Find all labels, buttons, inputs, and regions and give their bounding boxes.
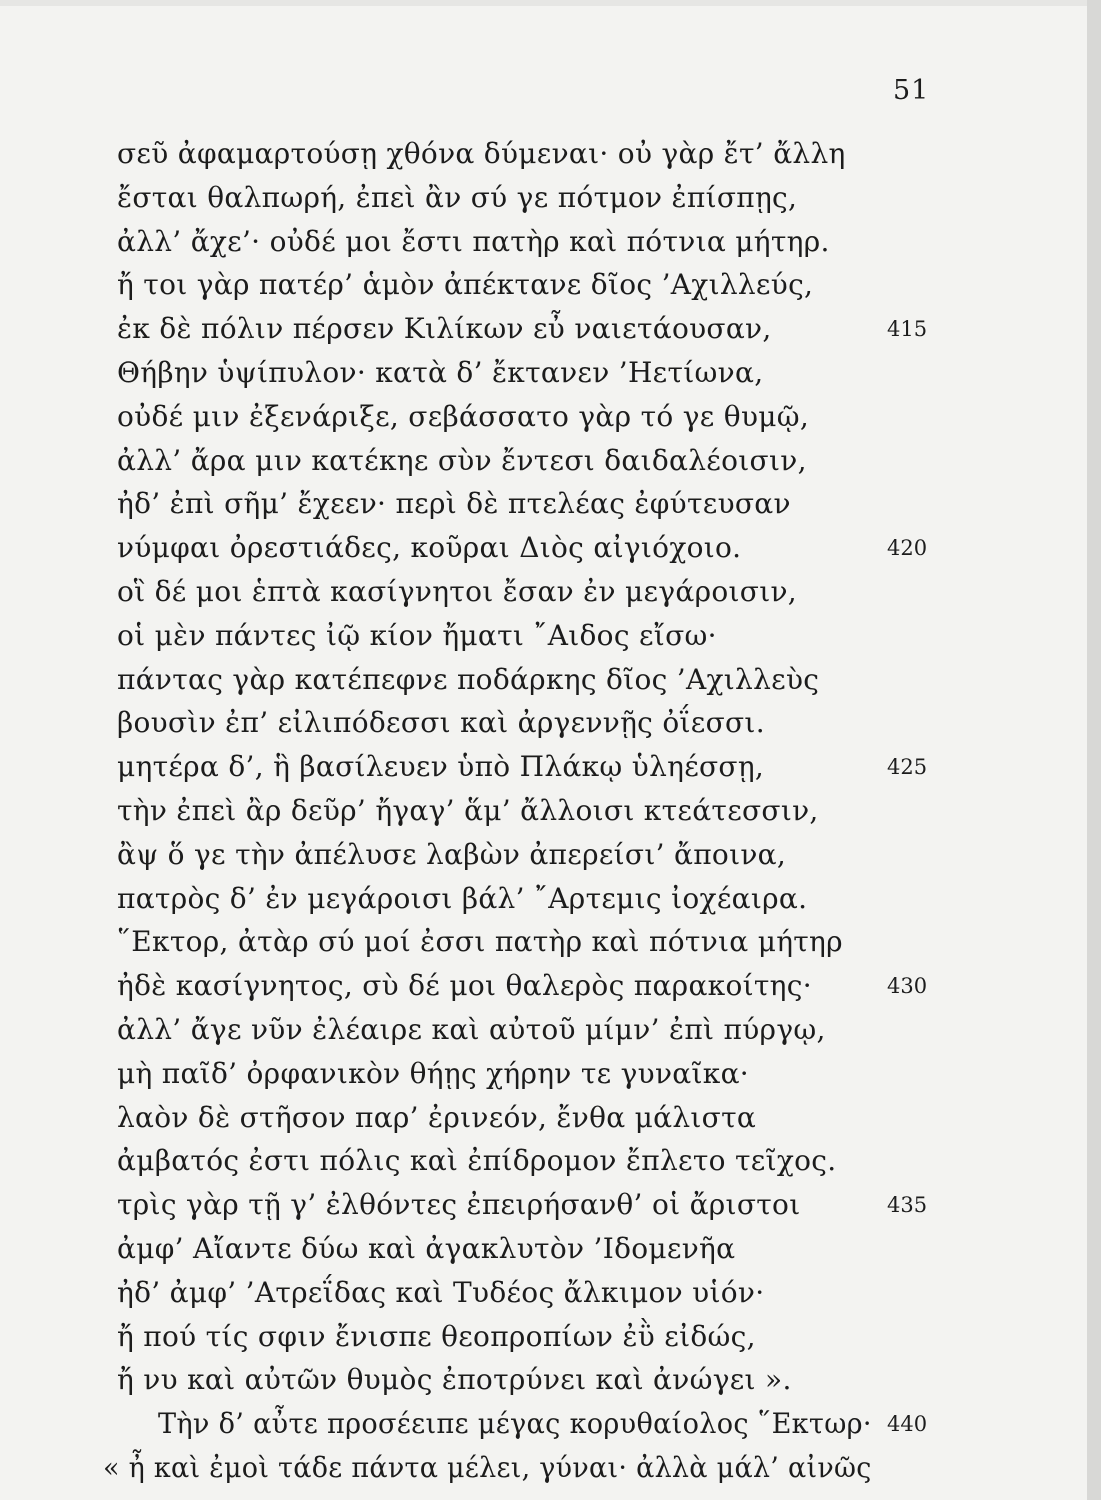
verse-line <box>0 395 1101 439</box>
verse-text: ἔσται θαλπωρή, ἐπεὶ ἂν σύ γε πότμον ἐπίσπῃς, <box>117 180 798 214</box>
verse-line <box>0 482 1101 526</box>
verse-text: ἀλλ’ ἄρα μιν κατέκηε σὺν ἔντεσι δαιδαλέοισιν, <box>117 443 807 477</box>
verse-line <box>0 614 1101 658</box>
verse-line <box>0 1052 1101 1096</box>
verse-line <box>0 1008 1101 1052</box>
verse-text: ἤ πού τίς σφιν ἔνισπε θεοπροπίων ἐῢ εἰδώς, <box>117 1319 756 1353</box>
verse-line <box>0 1271 1101 1315</box>
verse-text: Τὴν δ’ αὖτε προσέειπε μέγας κορυθαίολος ῞Εκτωρ· <box>158 1407 872 1441</box>
verse-text: μητέρα δ’, ἣ βασίλευεν ὑπὸ Πλάκῳ ὑληέσσῃ, <box>117 750 765 784</box>
verse-text: τρὶς γὰρ τῇ γ’ ἐλθόντες ἐπειρήσανθ’ οἱ ἄριστοι <box>117 1188 801 1222</box>
verse-text: οὐδέ μιν ἐξενάριξε, σεβάσσατο γὰρ τό γε θυμῷ, <box>117 399 810 433</box>
verse-text: ἀμβατός ἐστι πόλις καὶ ἐπίδρομον ἔπλετο τεῖχος. <box>117 1144 837 1178</box>
verse-text: ἠδὲ κασίγνητος, σὺ δέ μοι θαλερὸς παρακοίτης· <box>117 969 812 1003</box>
verse-line <box>0 220 1101 264</box>
scan-top-edge <box>0 0 1101 6</box>
verse-text: ἤ νυ καὶ αὐτῶν θυμὸς ἐποτρύνει καὶ ἀνώγει ». <box>117 1363 792 1397</box>
page-number: 51 <box>893 75 930 106</box>
verse-line <box>0 789 1101 833</box>
line-number: 415 <box>887 317 928 342</box>
verse-line <box>0 920 1101 964</box>
verse-line <box>0 263 1101 307</box>
line-number: 425 <box>887 755 928 780</box>
verse-line <box>0 745 1101 789</box>
verse-line <box>0 1183 1101 1227</box>
verse-text: ῞Εκτορ, ἀτὰρ σύ μοί ἐσσι πατὴρ καὶ πότνια μήτηρ <box>117 925 843 959</box>
verse-text: πατρὸς δ’ ἐν μεγάροισι βάλ’ ῎Αρτεμις ἰοχέαιρα. <box>117 881 808 915</box>
verse-line <box>0 1358 1101 1402</box>
verse-line <box>0 1227 1101 1271</box>
verse-text: ἠδ’ ἐπὶ σῆμ’ ἔχεεν· περὶ δὲ πτελέας ἐφύτευσαν <box>117 487 791 521</box>
verse-text: μὴ παῖδ’ ὀρφανικὸν θήῃς χήρην τε γυναῖκα· <box>117 1056 749 1090</box>
verse-text: Θήβην ὑψίπυλον· κατὰ δ’ ἔκτανεν ’Ηετίωνα, <box>117 355 764 389</box>
verse-line <box>0 439 1101 483</box>
verse-block <box>0 132 1101 1490</box>
verse-line <box>0 1402 1101 1446</box>
verse-text: ἂψ ὅ γε τὴν ἀπέλυσε λαβὼν ἀπερείσι’ ἄποινα, <box>117 837 787 871</box>
verse-text: λαὸν δὲ στῆσον παρ’ ἐρινεόν, ἔνθα μάλιστα <box>117 1100 757 1134</box>
verse-text: πάντας γὰρ κατέπεφνε ποδάρκης δῖος ’Αχιλλεὺς <box>117 662 820 696</box>
verse-text: ἠδ’ ἀμφ’ ’Ατρεΐδας καὶ Τυδέος ἄλκιμον υἱόν· <box>117 1275 765 1309</box>
verse-text: σεῦ ἀφαμαρτούσῃ χθόνα δύμεναι· οὐ γὰρ ἔτ’ ἄλλη <box>117 137 846 170</box>
verse-text: ἀλλ’ ἄγε νῦν ἐλέαιρε καὶ αὐτοῦ μίμν’ ἐπὶ πύργῳ, <box>117 1012 826 1046</box>
verse-line <box>0 307 1101 351</box>
verse-line <box>0 176 1101 220</box>
line-number: 435 <box>887 1193 928 1218</box>
verse-text: τὴν ἐπεὶ ἂρ δεῦρ’ ἤγαγ’ ἅμ’ ἄλλοισι κτεάτεσσιν, <box>117 793 819 827</box>
verse-text: ἀμφ’ Αἴαντε δύω καὶ ἀγακλυτὸν ’Ιδομενῆα <box>117 1231 736 1265</box>
line-number: 420 <box>887 536 928 561</box>
verse-line <box>0 1315 1101 1359</box>
verse-line <box>0 526 1101 570</box>
verse-line <box>0 964 1101 1008</box>
line-number: 440 <box>887 1412 928 1437</box>
verse-line <box>0 1096 1101 1140</box>
line-number: 430 <box>887 974 928 999</box>
verse-line <box>0 833 1101 877</box>
verse-text: βουσὶν ἐπ’ εἰλιπόδεσσι καὶ ἀργεννῇς ὀΐεσσι. <box>117 706 765 740</box>
verse-line <box>0 658 1101 702</box>
verse-text: « ἦ καὶ ἐμοὶ τάδε πάντα μέλει, γύναι· ἀλλὰ μάλ’ αἰνῶς <box>103 1450 872 1484</box>
verse-line <box>0 701 1101 745</box>
verse-text: οἳ δέ μοι ἑπτὰ κασίγνητοι ἔσαν ἐν μεγάροισιν, <box>117 574 797 608</box>
verse-line <box>0 570 1101 614</box>
verse-line <box>0 877 1101 921</box>
verse-text: ἐκ δὲ πόλιν πέρσεν Κιλίκων εὖ ναιετάουσαν, <box>117 312 772 346</box>
verse-text: ἀλλ’ ἄχε’· οὐδέ μοι ἔστι πατὴρ καὶ πότνια μήτηρ. <box>117 224 830 258</box>
verse-text: ἤ τοι γὰρ πατέρ’ ἁμὸν ἀπέκτανε δῖος ’Αχιλλεύς, <box>117 268 814 302</box>
verse-text: νύμφαι ὀρεστιάδες, κοῦραι Διὸς αἰγιόχοιο. <box>117 531 742 565</box>
verse-line <box>0 1139 1101 1183</box>
verse-line <box>0 1446 1101 1490</box>
verse-line <box>0 351 1101 395</box>
verse-text: οἱ μὲν πάντες ἰῷ κίον ἤματι ῎Αιδος εἴσω· <box>117 618 717 652</box>
verse-line <box>0 132 1101 176</box>
